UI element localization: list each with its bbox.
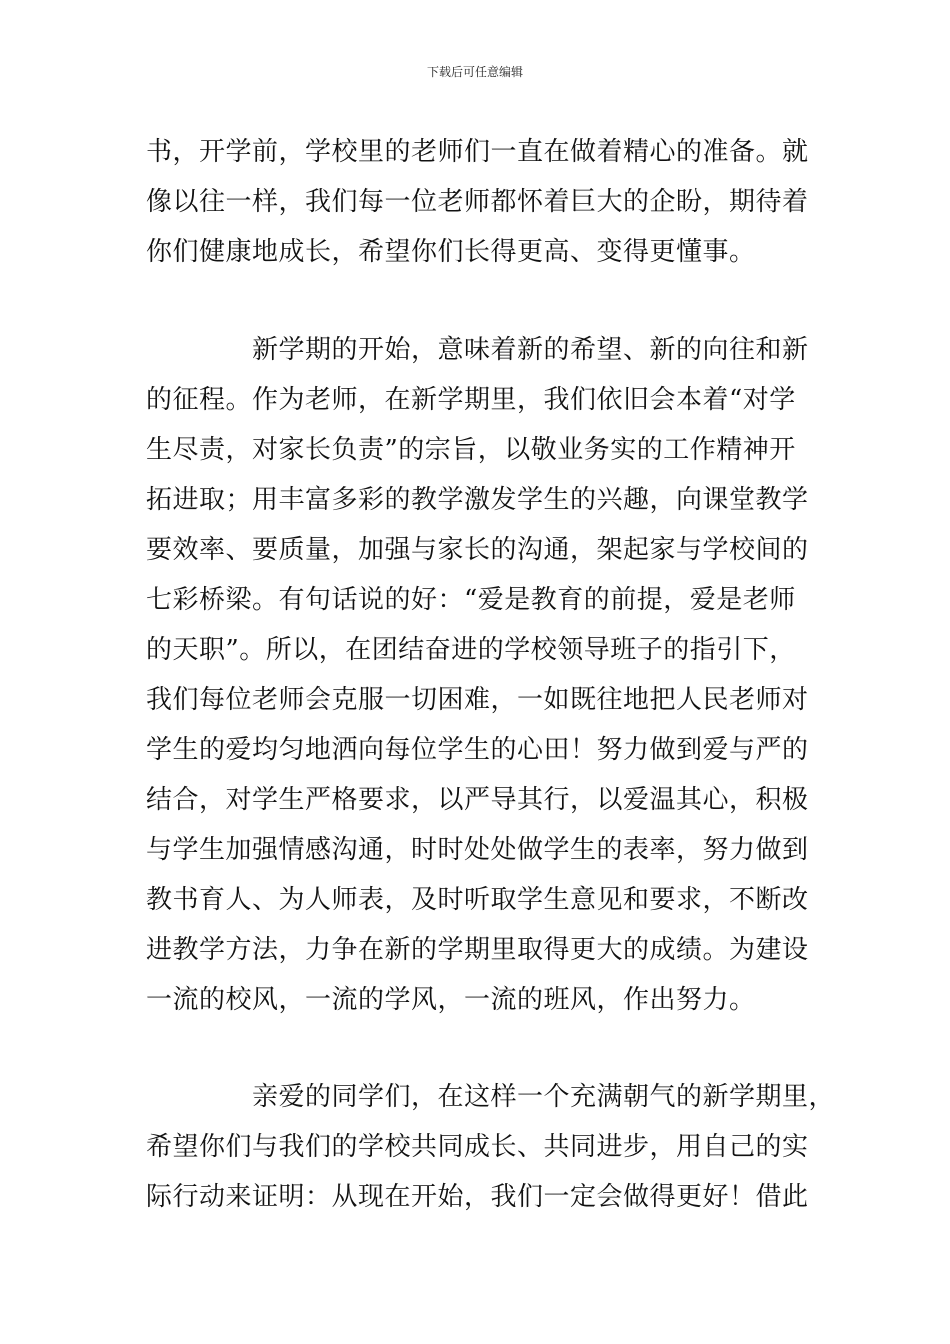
paragraph-1-line-2: 像以往一样，我们每一位老师都怀着巨大的企盼，期待着 xyxy=(146,187,809,217)
paragraph-2-line-12: 教书育人、为人师表，及时听取学生意见和要求，不断改 xyxy=(146,885,809,915)
paragraph-2-line-6: 七彩桥梁。有句话说的好：“爱是教育的前提，爱是老师 xyxy=(146,585,796,615)
paragraph-2-line-13: 进教学方法，力争在新的学期里取得更大的成绩。为建设 xyxy=(146,935,809,965)
paragraph-2-line-3: 生尽责，对家长负责”的宗旨，以敬业务实的工作精神开 xyxy=(146,435,796,465)
paragraph-2-line-1: 新学期的开始，意味着新的希望、新的向往和新 xyxy=(252,335,809,365)
paragraph-2-line-9: 学生的爱均匀地洒向每位学生的心田！努力做到爱与严的 xyxy=(146,735,809,765)
paragraph-2-line-11: 与学生加强情感沟通，时时处处做学生的表率，努力做到 xyxy=(146,835,809,865)
paragraph-3-line-3: 际行动来证明：从现在开始，我们一定会做得更好！借此 xyxy=(146,1182,809,1212)
paragraph-3-line-1: 亲爱的同学们，在这样一个充满朝气的新学期里， xyxy=(252,1082,836,1112)
paragraph-3-line-2: 希望你们与我们的学校共同成长、共同进步，用自己的实 xyxy=(146,1132,809,1162)
paragraph-2-line-8: 我们每位老师会克服一切困难，一如既往地把人民老师对 xyxy=(146,685,809,715)
paragraph-2-line-14: 一流的校风，一流的学风，一流的班风，作出努力。 xyxy=(146,985,756,1015)
paragraph-2-line-10: 结合，对学生严格要求，以严导其行，以爱温其心，积极 xyxy=(146,785,809,815)
paragraph-2-line-5: 要效率、要质量，加强与家长的沟通，架起家与学校间的 xyxy=(146,535,809,565)
page-header-note: 下载后可任意编辑 xyxy=(426,65,523,79)
paragraph-1-line-3: 你们健康地成长，希望你们长得更高、变得更懂事。 xyxy=(146,237,756,267)
paragraph-1-line-1: 书，开学前，学校里的老师们一直在做着精心的准备。就 xyxy=(146,137,809,167)
paragraph-2-line-7: 的天职”。所以，在团结奋进的学校领导班子的指引下， xyxy=(146,635,796,665)
paragraph-2-line-2: 的征程。作为老师，在新学期里，我们依旧会本着“对学 xyxy=(146,385,796,415)
paragraph-2-line-4: 拓进取；用丰富多彩的教学激发学生的兴趣，向课堂教学 xyxy=(146,485,809,515)
